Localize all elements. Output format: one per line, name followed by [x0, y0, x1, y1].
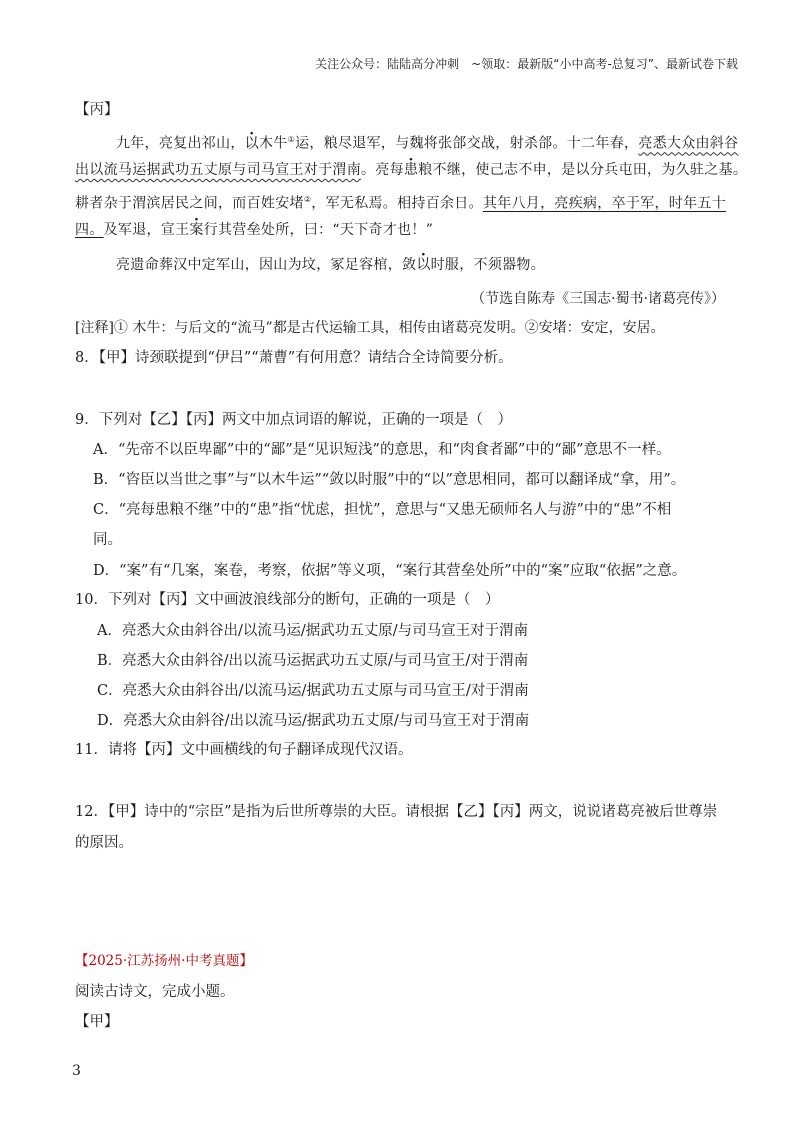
bing-line-4: 四。及军退，宣王案行其营垒处所，曰：“天下奇才也！” — [75, 222, 434, 238]
bing-line-3: 耕者杂于渭滨居民之间，而百姓安堵②，军无私焉。相持百余日。其年八月，亮疾病，卒于军，时年五十 — [75, 195, 727, 212]
section-label-jia: 【甲】 — [75, 1014, 119, 1030]
dotted-char: 以 — [244, 135, 260, 152]
page-number: 3 — [72, 1063, 81, 1079]
bing-line-1: 九年，亮复出祁山，以木牛①运，粮尽退军，与魏将张郃交战，射杀郃。十二年春，亮悉大众由斜谷 — [116, 135, 739, 152]
dotted-char: 患 — [403, 162, 419, 178]
q10-option-a: A．亮悉大众由斜谷出/以流马运/据武功五丈原/与司马宣王对于渭南 — [97, 623, 529, 639]
q10-option-b: B．亮悉大众由斜谷/出以流马运据武功五丈原/与司马宣王/对于渭南 — [97, 653, 529, 669]
source-citation: （节选自陈寿《三国志·蜀书·诸葛亮传》） — [471, 291, 725, 307]
question-9-stem: 9．下列对【乙】【丙】两文中加点词语的解说，正确的一项是（ ） — [75, 412, 512, 428]
q9-option-c: C．“亮每患粮不继”中的“患”指“忧虑，担忧”，意思与“又患无硕师名人与游”中的“患”不相 — [93, 502, 672, 518]
note-marker: ② — [303, 195, 312, 204]
q10-option-d: D．亮悉大众由斜谷/出以流马运/据武功五丈原/与司马宣王对于渭南 — [97, 713, 530, 729]
underlined-text: 其年八月，亮疾病，卒于军，时年五十 — [482, 195, 727, 212]
bing-line-5: 亮遗命葬汉中定军山，因山为坟，冢足容棺，敛以时服，不须器物。 — [116, 257, 546, 273]
q9-option-b: B．“咨臣以当世之事”与“以木牛运”“敛以时服”中的“以”意思相同，都可以翻译成“拿，用”。 — [93, 472, 686, 488]
question-12: 12．【甲】诗中的“宗臣”是指为后世所尊崇的大臣。请根据【乙】【丙】两文，说说诸葛亮被后世尊崇 — [75, 804, 718, 820]
annotation-note: [注释]① 木牛：与后文的“流马”都是古代运输工具，相传由诸葛亮发明。②安堵：安定，安居。 — [75, 320, 665, 336]
instruction-text: 阅读古诗文，完成小题。 — [75, 984, 235, 1000]
note-marker: ① — [287, 135, 296, 144]
question-11: 11．请将【丙】文中画横线的句子翻译成现代汉语。 — [75, 742, 413, 758]
q10-option-c: C．亮悉大众由斜谷出/以流马运/据武功五丈原与司马宣王/对于渭南 — [97, 683, 529, 699]
q9-option-d: D．“案”有“几案，案卷，考察，依据”等义项，“案行其营垒处所”中的“案”应取“依据”之意。 — [93, 563, 687, 579]
q9-option-a: A．“先帝不以臣卑鄙”中的“鄙”是“见识短浅”的意思，和“肉食者鄙”中的“鄙”意思不一样。 — [93, 442, 671, 458]
question-12-cont: 的原因。 — [75, 835, 133, 851]
question-10-stem: 10．下列对【丙】文中画波浪线部分的断句，正确的一项是（ ） — [75, 592, 500, 608]
question-8: 8．【甲】诗颈联提到“伊吕”“萧曹”有何用意？请结合全诗简要分析。 — [75, 350, 513, 366]
section-label-bing: 【丙】 — [75, 102, 119, 118]
dotted-char: 以 — [416, 257, 431, 273]
bing-line-2: 出以流马运据武功五丈原与司马宣王对于渭南。亮每患粮不继，使己志不申，是以分兵屯田，为久驻之基。 — [75, 162, 748, 178]
wavy-underlined-text: 出以流马运据武功五丈原与司马宣王对于渭南 — [75, 162, 361, 178]
source-tag: 【2025·江苏扬州·中考真题】 — [75, 953, 253, 969]
wavy-underlined-text: 亮悉大众由斜谷 — [638, 135, 739, 152]
dotted-char: 案 — [189, 222, 204, 238]
page-header: 关注公众号：陆陆高分冲刺 ~领取：最新版“小中高考-总复习”、最新试卷下载 — [315, 57, 738, 71]
underlined-text: 四。 — [75, 222, 104, 238]
q9-option-c-cont: 同。 — [93, 532, 122, 548]
